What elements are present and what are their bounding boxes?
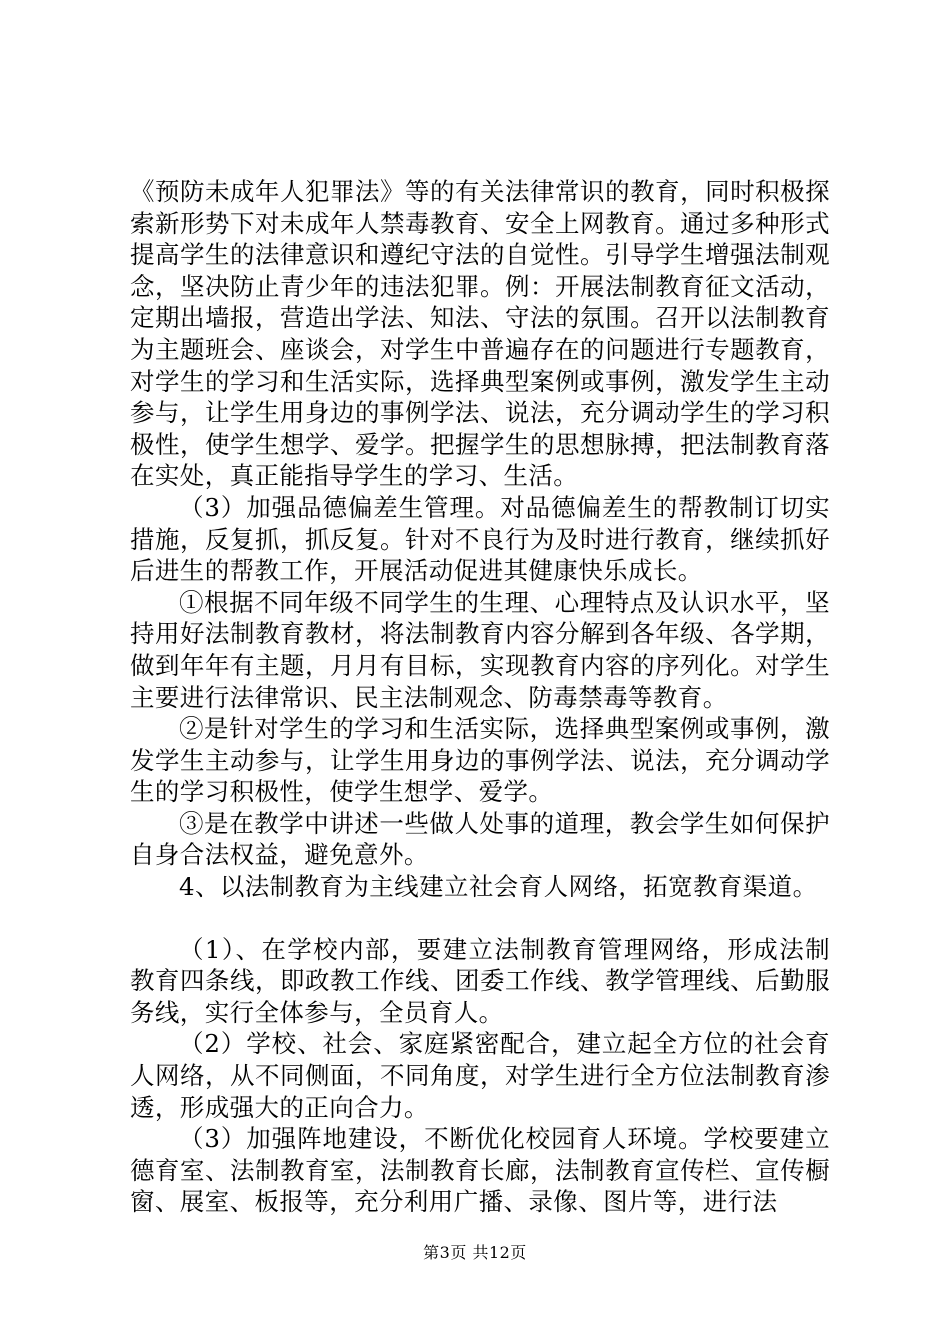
paragraph-continuation: 《预防未成年人犯罪法》等的有关法律常识的教育，同时积极探索新形势下对未成年人禁毒教育、安全上网教育。通过多种形式提高学生的法律意识和遵纪守法的自觉性。引导学生增强法制观念，坚决防止青少年的违法犯罪。例：开展法制教育征文活动，定期出墙报，营造出学法、知法、守法的氛围。召开以法制教育为主题班会、座谈会，对学生中普遍存在的问题进行专题教育，对学生的学习和生活实际，选择典型案例或事例，激发学生主动参与，让学生用身边的事例学法、说法，充分调动学生的学习积极性，使学生想学、爱学。把握学生的思想脉搏，把法制教育落在实处，真正能指导学生的学习、生活。 [130, 177, 830, 491]
paragraph-section-4-heading: 4、以法制教育为主线建立社会育人网络，拓宽教育渠道。 [179, 872, 818, 902]
paragraph-item-3-environment: （3）加强阵地建设，不断优化校园育人环境。学校要建立德育室、法制教育室，法制教育长廊，法制教育宣传栏、宣传橱窗、展室、板报等，充分利用广播、录像、图片等，进行法 [130, 1124, 830, 1217]
paragraph-item-3-conduct: （3）加强品德偏差生管理。对品德偏差生的帮教制订切实措施，反复抓，抓反复。针对不良行为及时进行教育，继续抓好后进生的帮教工作，开展活动促进其健康快乐成长。 [130, 492, 830, 586]
paragraph-subitem-2: ②是针对学生的学习和生活实际，选择典型案例或事例，激发学生主动参与，让学生用身边的事例学法、说法，充分调动学生的学习积极性，使学生想学、爱学。 [130, 714, 830, 807]
paragraph-item-2-cooperation: （2）学校、社会、家庭紧密配合，建立起全方位的社会育人网络，从不同侧面，不同角度，对学生进行全方位法制教育渗透，形成强大的正向合力。 [130, 1029, 830, 1122]
body-text [130, 176, 830, 1218]
paragraph-subitem-1: ①根据不同年级不同学生的生理、心理特点及认识水平，坚持用好法制教育教材，将法制教育内容分解到各年级、各学期，做到年年有主题，月月有目标，实现教育内容的序列化。对学生主要进行法律常识、民主法制观念、防毒禁毒等教育。 [130, 587, 830, 712]
paragraph-subitem-3: ③是在教学中讲述一些做人处事的道理，教会学生如何保护自身合法权益，避免意外。 [130, 808, 830, 870]
page-number-footer: 第3页 共12页 [423, 1243, 527, 1262]
paragraph-item-1-network: （1）、在学校内部，要建立法制教育管理网络，形成法制教育四条线，即政教工作线、团委工作线、教学管理线、后勤服务线，实行全体参与，全员育人。 [130, 934, 830, 1027]
blank-line [130, 903, 830, 934]
